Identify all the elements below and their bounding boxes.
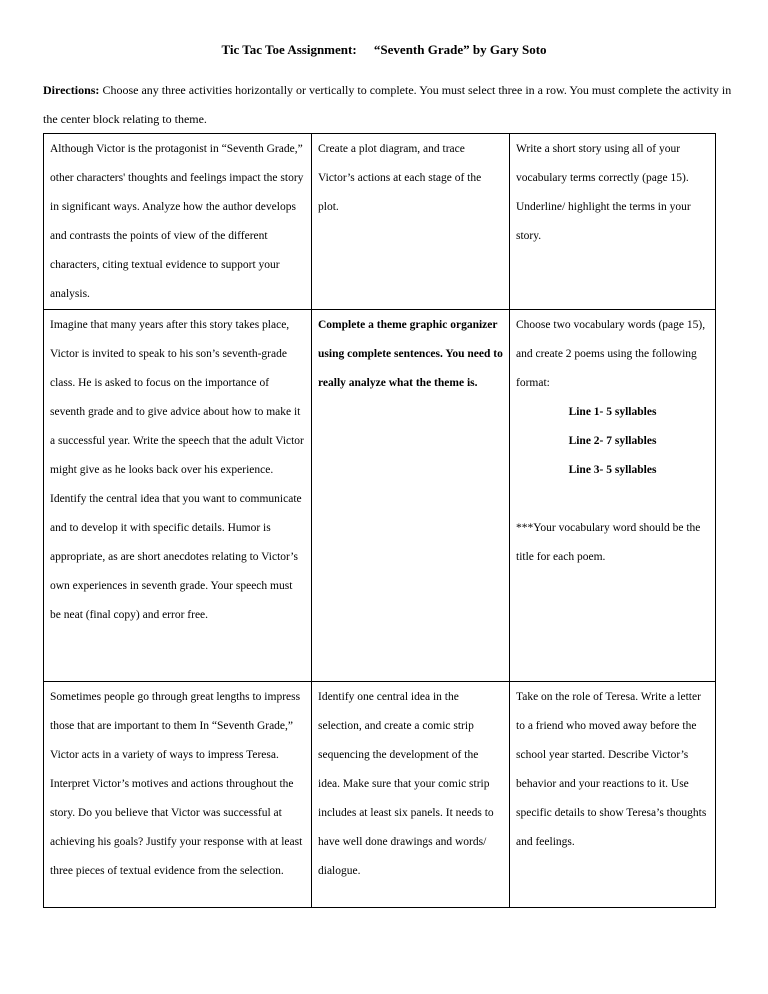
activity-text: Write a short story using all of your vocabulary terms correctly (page 15). Underline/ highlight the terms in your story.: [516, 143, 691, 242]
poem-line-1: Line 1- 5 syllables: [568, 406, 657, 418]
directions-label: Directions:: [43, 83, 100, 97]
activity-cell-r3c3: [510, 682, 716, 908]
activity-cell-r3c1: [44, 682, 312, 908]
directions: [43, 76, 733, 133]
theme-activity-text: Complete a theme graphic organizer using complete sentences. You need to really analyze what the theme is.: [318, 319, 503, 389]
activity-cell-r2c1: [44, 310, 312, 682]
grid-row-3: [44, 682, 716, 908]
activity-text: Create a plot diagram, and trace Victor’s actions at each stage of the plot.: [318, 143, 482, 213]
activity-cell-r2c2-center: [312, 310, 510, 682]
spacer: [516, 485, 709, 514]
activity-cell-r1c3: [510, 134, 716, 310]
activity-text: Although Victor is the protagonist in “Seventh Grade,” other characters' thoughts and feelings impact the story in significant ways. Analyze how the author develops and contrasts the points of view of the different characters, citing textual evidence to support your analysis.: [50, 143, 304, 300]
activity-text: Sometimes people go through great lengths to impress those that are important to them In “Seventh Grade,” Victor acts in a variety of ways to impress Teresa. Interpret Victor’s motives and actions throughout the story. Do you believe that Victor was successful at achieving his goals? Justify your response with at least three pieces of textual evidence from the selection.: [50, 691, 303, 877]
activity-cell-r2c3: [510, 310, 716, 682]
activity-cell-r1c2: [312, 134, 510, 310]
activity-cell-r1c1: [44, 134, 312, 310]
activity-cell-r3c2: [312, 682, 510, 908]
activity-text: Identify one central idea in the selection, and create a comic strip sequencing the development of the idea. Make sure that your comic strip includes at least six panels. It needs to have well done drawings and words/ dialogue.: [318, 691, 494, 877]
title-story: “Seventh Grade” by Gary Soto: [373, 42, 547, 57]
activity-text: Imagine that many years after this story takes place, Victor is invited to speak to his son’s seventh-grade class. He is asked to focus on the importance of seventh grade and to give advice about how to make it a successful year. Write the speech that the adult Victor might give as he looks back over his experience. Identify the central idea that you want to communicate and to develop it with specific details. Humor is appropriate, as are short anecdotes relating to Victor’s own experiences in seventh grade. Your speech must be neat (final copy) and error free.: [50, 319, 304, 621]
poem-line-3: Line 3- 5 syllables: [568, 464, 657, 476]
page-title: [0, 42, 768, 58]
grid-row-2: [44, 310, 716, 682]
activity-text: Choose two vocabulary words (page 15), and create 2 poems using the following format:: [516, 319, 706, 389]
tic-tac-toe-grid: [43, 133, 716, 908]
poem-title-note: ***Your vocabulary word should be the title for each poem.: [516, 522, 701, 563]
title-assignment: Tic Tac Toe Assignment:: [221, 42, 357, 57]
poem-line-2: Line 2- 7 syllables: [568, 435, 657, 447]
directions-text: Choose any three activities horizontally or vertically to complete. You must select three in a row. You must complete the activity in the center block relating to theme.: [43, 83, 732, 126]
activity-text: Take on the role of Teresa. Write a letter to a friend who moved away before the school year started. Describe Victor’s behavior and your reactions to it. Use specific details to show Teresa’s thoughts and feelings.: [516, 691, 707, 848]
grid-row-1: [44, 134, 716, 310]
